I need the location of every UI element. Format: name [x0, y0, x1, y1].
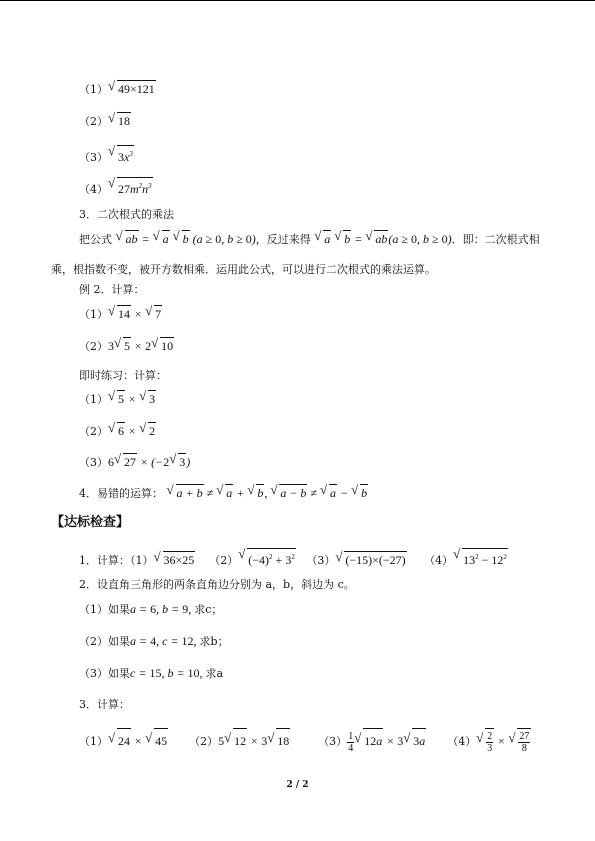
check-q3-title: 3．计算：	[79, 698, 130, 711]
top-border	[0, 0, 595, 1]
practice-item-2: （2）√ 6 × √ 2	[79, 422, 156, 440]
practice-item-3: （3）6√ 27 × (−2√ 3)	[79, 453, 190, 471]
section3-title: 3．二次根式的乘法	[79, 208, 174, 221]
section3-para2: 乘，根指数不变，被开方数相乘．运用此公式，可以进行二次根式的乘法运算。	[51, 263, 436, 276]
item-top-2	[79, 112, 131, 130]
formula-product: √ ab = √ a √ b (a ≥ 0, b ≥ 0)	[116, 232, 256, 246]
check-q2-item-2: （2）如果a = 4, c = 12, 求b；	[79, 634, 229, 648]
item-top-3	[79, 145, 134, 166]
example2-title: 例 2．计算：	[79, 283, 145, 296]
example2-item-1: （1）√ 14 × √ 7	[79, 305, 162, 323]
check-q2-item-3: （3）如果c = 15, b = 10, 求a	[79, 666, 224, 680]
example2-item-2: （2）3√ 5 × 2√ 10	[79, 337, 174, 355]
check-q2-item-1: （1）如果a = 6, b = 9, 求c；	[79, 602, 223, 616]
check-heading: 【达标检查】	[51, 515, 130, 530]
check-q2-title: 2．设直角三角形的两条直角边分别为 a，b，斜边为 c。	[79, 578, 355, 591]
practice-title: 即时练习：计算：	[79, 369, 167, 382]
item-label: （1）	[79, 83, 108, 96]
section4-formula: √ a + b ≠ √ a + √ b, √ a − b ≠ √ a − √ b	[167, 486, 369, 500]
formula-reverse: √ a √ b = √ ab(a ≥ 0, b ≥ 0)	[314, 232, 451, 246]
math-expr: √ 49×121	[108, 82, 156, 96]
item-label: （3）	[79, 151, 108, 164]
practice-item-1: （1）√ 5 × √ 3	[79, 390, 156, 408]
page-number: 2 / 2	[286, 780, 309, 790]
check-q1: 1．计算：（1）√ 36×25 （2）√ $(-4)^2 + 3^2$ （3）√ (−15)×(−27) （4）√ $13^2 - 12^2$	[79, 548, 508, 569]
math-expr: √ $3x^3$	[108, 150, 134, 164]
item-label: （2）	[79, 115, 108, 128]
item-label: （4）	[79, 183, 108, 196]
check-q3-items: （1）√ 24 × √ 45 （2）5√ 12 × 3√ 18 （3） $\frac{1}{4}$ √ 12a × 3√ 3a （4） √ $\frac{2}{3}$ × √ $\frac{27}{8}$	[79, 728, 531, 754]
section3-para1: 把公式 √ ab = √ a √ b (a ≥ 0, b ≥ 0)，反过来得 √ a √ b = √ ab(a ≥ 0, b ≥ 0)．即：二次根式相	[79, 230, 540, 248]
math-expr: √ $27m^2n^3$	[108, 182, 153, 196]
item-top-4	[79, 177, 153, 198]
section4: 4．易错的运算： √ a + b ≠ √ a + √ b, √ a − b ≠ √ a − √ b	[79, 484, 368, 502]
math-expr: √ 18	[108, 114, 131, 128]
item-top-1	[79, 80, 156, 98]
